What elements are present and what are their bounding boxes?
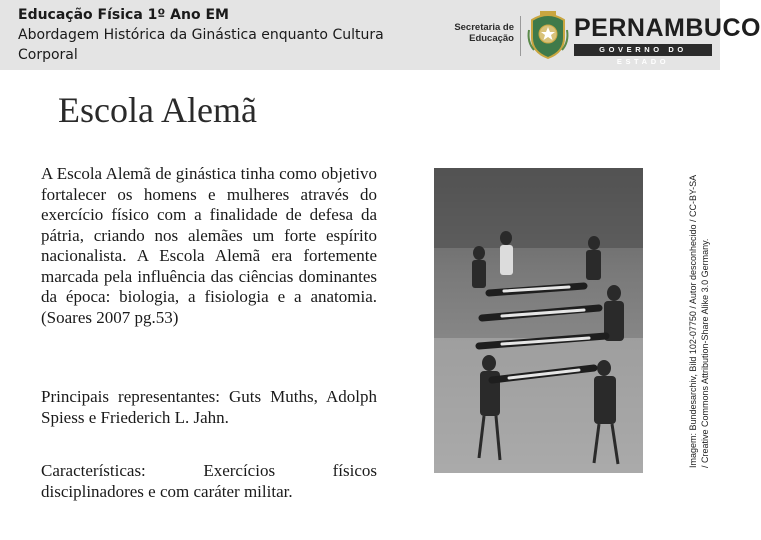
historical-gymnastics-photo — [434, 168, 643, 473]
course-title: Educação Física 1º Ano EM — [18, 7, 229, 23]
header-bar — [0, 0, 761, 70]
secretaria-line2: Educação — [469, 33, 514, 44]
lesson-title-continued: Corporal — [18, 47, 78, 63]
paragraph-intro: A Escola Alemã de ginástica tinha como objetivo fortalecer os homens e mulheres através do exercício físico com a finalidade de defesa da pátria, criando nos alemães um forte espírito nacionalista. A Escola Alemã era fortemente marcada pela influência das ciências dominantes da época: biologia, a fisiologia e a anatomia. (Soares 2007 pg.53) — [41, 164, 377, 327]
header-text — [18, 5, 384, 65]
secretaria-label — [454, 22, 514, 44]
paragraph-characteristics: Características: Exercícios físicos disciplinadores e com caráter militar. — [41, 461, 377, 501]
image-credit — [652, 172, 710, 468]
secretaria-line1: Secretaria de — [454, 22, 514, 33]
coat-of-arms-icon — [526, 10, 570, 60]
slide-title: Escola Alemã — [58, 90, 257, 130]
lesson-title: Abordagem Histórica da Ginástica enquanto Cultura — [18, 27, 384, 43]
government-logo — [450, 8, 761, 66]
brand-subtitle: GOVERNO DO ESTADO — [599, 45, 687, 66]
brand-name: PERNAMBUCO — [574, 14, 761, 42]
logo-divider — [520, 16, 521, 56]
image-credit-text: Imagem: Bundesarchiv, Bild 102-07750 / Autor desconhecido / CC-BY-SA / Creative Commons Attribution-Share Alike 3.0 Germany. — [688, 175, 710, 468]
paragraph-representatives: Principais representantes: Guts Muths, Adolph Spiess e Friederich L. Jahn. — [41, 387, 377, 427]
